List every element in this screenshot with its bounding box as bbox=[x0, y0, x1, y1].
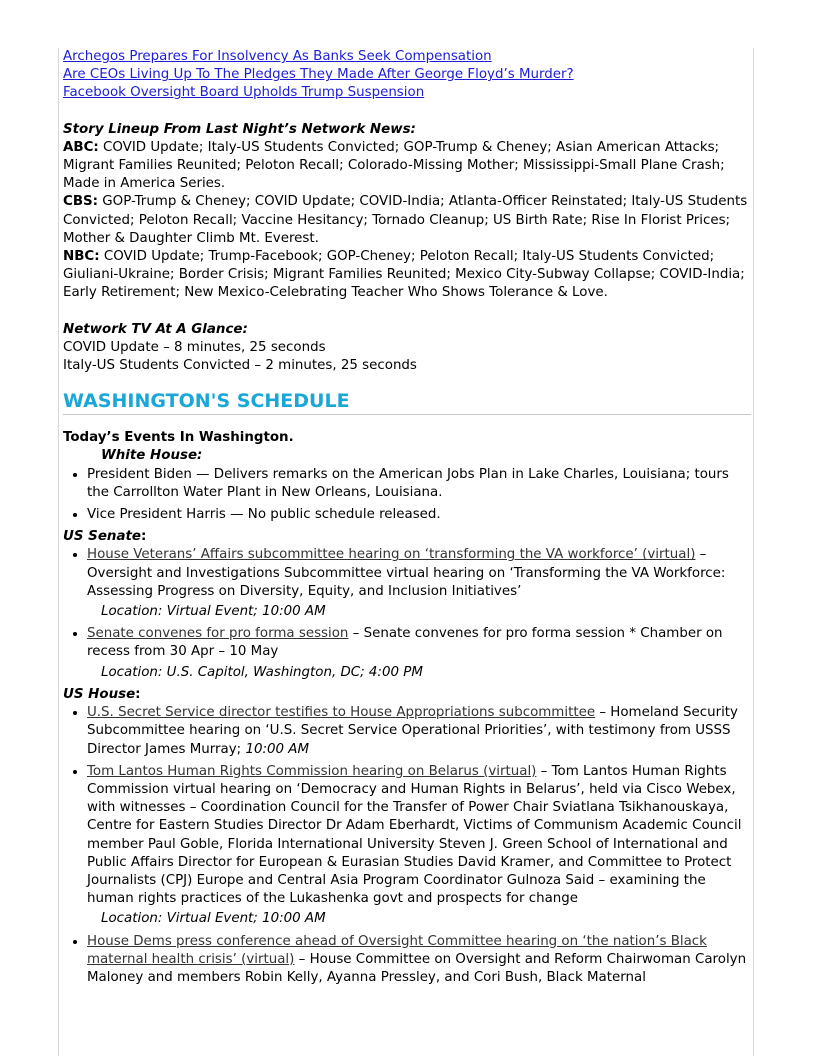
glance-item: COVID Update – 8 minutes, 25 seconds bbox=[63, 339, 326, 355]
lineup-heading: Story Lineup From Last Night’s Network News: bbox=[63, 121, 416, 137]
today-heading: Today’s Events In Washington. bbox=[63, 430, 294, 446]
event-location: Location: Virtual Event; 10:00 AM bbox=[101, 911, 326, 927]
list-item: • President Biden — Delivers remarks on the American Jobs Plan in Lake Charles, Louisiana; tours the Carrollton Water Plant in New Orleans, Louisiana. bbox=[87, 466, 751, 502]
white-house-list bbox=[63, 466, 751, 525]
senate-label: US Senate: bbox=[63, 529, 147, 545]
event-item bbox=[87, 933, 751, 988]
event-time: 10:00 AM bbox=[245, 741, 309, 757]
headline-link[interactable]: Facebook Oversight Board Upholds Trump Suspension bbox=[63, 85, 425, 101]
headline-link[interactable]: Are CEOs Living Up To The Pledges They Made After George Floyd’s Murder? bbox=[63, 67, 574, 83]
network-name: ABC: bbox=[63, 139, 99, 155]
network-name: CBS: bbox=[63, 194, 99, 210]
glance-item: Italy-US Students Convicted – 2 minutes, 25 seconds bbox=[63, 358, 417, 374]
event-description: – Homeland Security Subcommittee hearing on ‘U.S. Secret Service Operational Priorities’, with testimony from USSS Director James Murray; bbox=[87, 705, 738, 757]
house-label: US House: bbox=[63, 686, 141, 702]
event-item bbox=[87, 704, 751, 759]
event-item bbox=[87, 546, 751, 621]
white-house-label: White House: bbox=[101, 448, 203, 464]
network-lineup-cbs bbox=[63, 193, 751, 248]
network-stories: COVID Update; Italy-US Students Convicted; GOP-Trump & Cheney; Asian American Attacks; Migrant Families Reunited; Peloton Recall; Colorado-Missing Mother; Mississippi-Small Plane Crash; Made in America Series. bbox=[63, 139, 725, 192]
event-description: – Senate convenes for pro forma session * Chamber on recess from 30 Apr – 10 May bbox=[87, 626, 723, 660]
network-stories: GOP-Trump & Cheney; COVID Update; COVID-India; Atlanta-Officer Reinstated; Italy-US Students Convicted; Peloton Recall; Vaccine Hesitancy; Tornado Cleanup; US Birth Rate; Rise In Florist Prices; Mother & Daughter Climb Mt. Everest. bbox=[63, 194, 748, 246]
event-description: – Oversight and Investigations Subcommittee virtual hearing on ‘Transforming the VA Workforce: Assessing Progress on Diversity, Equity, and Inclusion Initiatives’ bbox=[87, 547, 726, 599]
event-link[interactable]: House Veterans’ Affairs subcommittee hearing on ‘transforming the VA workforce’ (virtual) bbox=[87, 547, 696, 563]
network-name: NBC: bbox=[63, 249, 100, 265]
list-item: • Vice President Harris — No public schedule released. bbox=[87, 506, 751, 524]
network-stories: COVID Update; Trump-Facebook; GOP-Cheney; Peloton Recall; Italy-US Students Convicted; Giuliani-Ukraine; Border Crisis; Migrant Families Reunited; Mexico City-Subway Collapse; COVID-India; Early Retirement; New Mexico-Celebrating Teacher Who Shows Tolerance & Love. bbox=[63, 249, 745, 301]
section-heading: WASHINGTON'S SCHEDULE bbox=[63, 389, 751, 415]
glance-heading: Network TV At A Glance: bbox=[63, 321, 248, 337]
network-lineup-nbc bbox=[63, 248, 751, 303]
event-location: Location: Virtual Event; 10:00 AM bbox=[101, 604, 326, 620]
newsletter-content bbox=[63, 48, 751, 991]
event-location: Location: U.S. Capitol, Washington, DC; 4:00 PM bbox=[101, 664, 423, 680]
event-link[interactable]: House Dems press conference ahead of Oversight Committee hearing on ‘the nation’s Black maternal health crisis’ (virtual) bbox=[87, 933, 707, 967]
event-description: – House Committee on Oversight and Reform Chairwoman Carolyn Maloney and members Robin Kelly, Ayanna Pressley, and Cori Bush, Black Maternal bbox=[87, 951, 747, 985]
event-item bbox=[87, 763, 751, 929]
senate-list bbox=[63, 546, 751, 681]
house-list bbox=[63, 704, 751, 987]
event-item bbox=[87, 625, 751, 682]
event-link[interactable]: U.S. Secret Service director testifies to House Appropriations subcommittee bbox=[87, 705, 596, 721]
event-link[interactable]: Tom Lantos Human Rights Commission hearing on Belarus (virtual) bbox=[87, 763, 537, 779]
network-lineup-abc bbox=[63, 139, 751, 194]
headline-link[interactable]: Archegos Prepares For Insolvency As Banks Seek Compensation bbox=[63, 49, 492, 64]
event-link[interactable]: Senate convenes for pro forma session bbox=[87, 626, 349, 642]
event-description: – Tom Lantos Human Rights Commission virtual hearing on ‘Democracy and Human Rights in Belarus’, held via Cisco Webex, with witnesses – Coordination Council for the Transfer of Power Chair Sviatlana Tsikhanouskaya, Centre for Eastern Studies Director Dr Adam Eberhardt, Victims of Communism Academic Council member Paul Goble, Florida International University Steven J. Green School of International and Public Affairs Director for European & Eurasian Studies David Kramer, and Committee to Protect Journalists (CPJ) Europe and Central Asia Program Coordinator Gulnoza Said – examining the human rights practices of the Lukashenka govt and prospects for change bbox=[87, 763, 742, 907]
